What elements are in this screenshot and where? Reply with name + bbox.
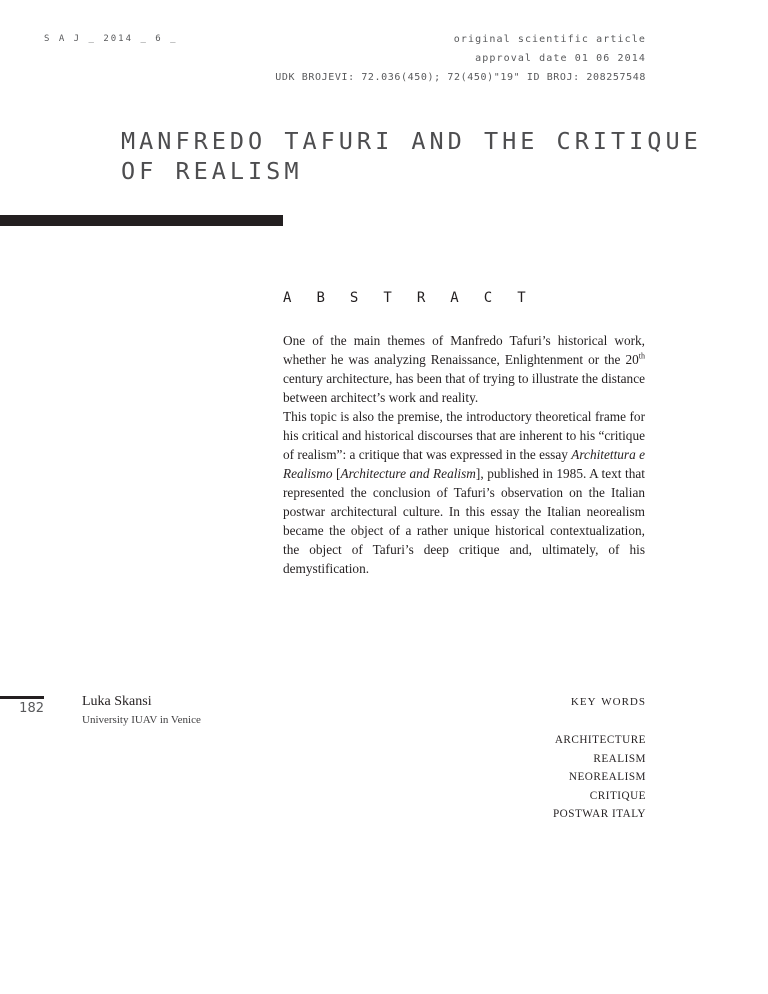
ordinal-suffix: th <box>638 351 645 361</box>
article-type: original scientific article <box>453 34 646 45</box>
author-name: Luka Skansi <box>82 694 152 709</box>
abstract-heading: A B S T R A C T <box>283 290 534 306</box>
page-number-rule <box>0 696 44 699</box>
keyword-item: REALISM <box>593 752 646 765</box>
italian-essay-title: Architettura e Realismo <box>283 447 646 481</box>
abstract-paragraph-2: This topic is also the premise, the introductory theoretical frame for his critical and historical discourses that are inherent to his “critique of realism”: a critique that was expressed in the essay Architettura e Realismo [Architecture and Realism], published in 1985. A text that represented the conclusion of Tafuri’s observation on the Italian postwar architectural culture. In this essay the Italian neorealism became the object of a rather unique historical contextualization, the object of Tafuri’s deep critique and, ultimately, of his demystification. <box>283 409 646 576</box>
approval-date: approval date 01 06 2014 <box>475 53 646 64</box>
keyword-item: POSTWAR ITALY <box>552 808 646 820</box>
abstract-paragraph-1: One of the main themes of Manfredo Tafuri’s historical work, whether he was analyzing Renaissance, Enlightenment or the 20th century architecture, has been that of trying to illustrate the distance between architect’s work and reality. <box>283 333 645 405</box>
keyword-item: NEOREALISM <box>568 771 646 783</box>
abstract-body <box>283 331 645 578</box>
page-number: 182 <box>19 701 44 716</box>
title-line-1: MANFREDO TAFURI AND THE CRITIQUE <box>121 127 702 155</box>
udk-identifier: UDK BROJEVI: 72.036(450); 72(450)"19" ID BROJ: 208257548 <box>275 72 646 83</box>
keyword-item: CRITIQUE <box>589 789 646 802</box>
article-title <box>121 126 702 186</box>
author-affiliation: University IUAV in Venice <box>82 714 201 726</box>
keywords-heading: key words <box>570 693 646 709</box>
keyword-item: ARCHITECTURE <box>554 734 646 746</box>
title-rule <box>0 215 283 226</box>
keywords-list <box>553 731 646 824</box>
english-essay-title: Architecture and Realism <box>340 466 476 481</box>
journal-reference: S A J _ 2014 _ 6 _ <box>44 34 178 44</box>
title-line-2: OF REALISM <box>121 157 303 185</box>
